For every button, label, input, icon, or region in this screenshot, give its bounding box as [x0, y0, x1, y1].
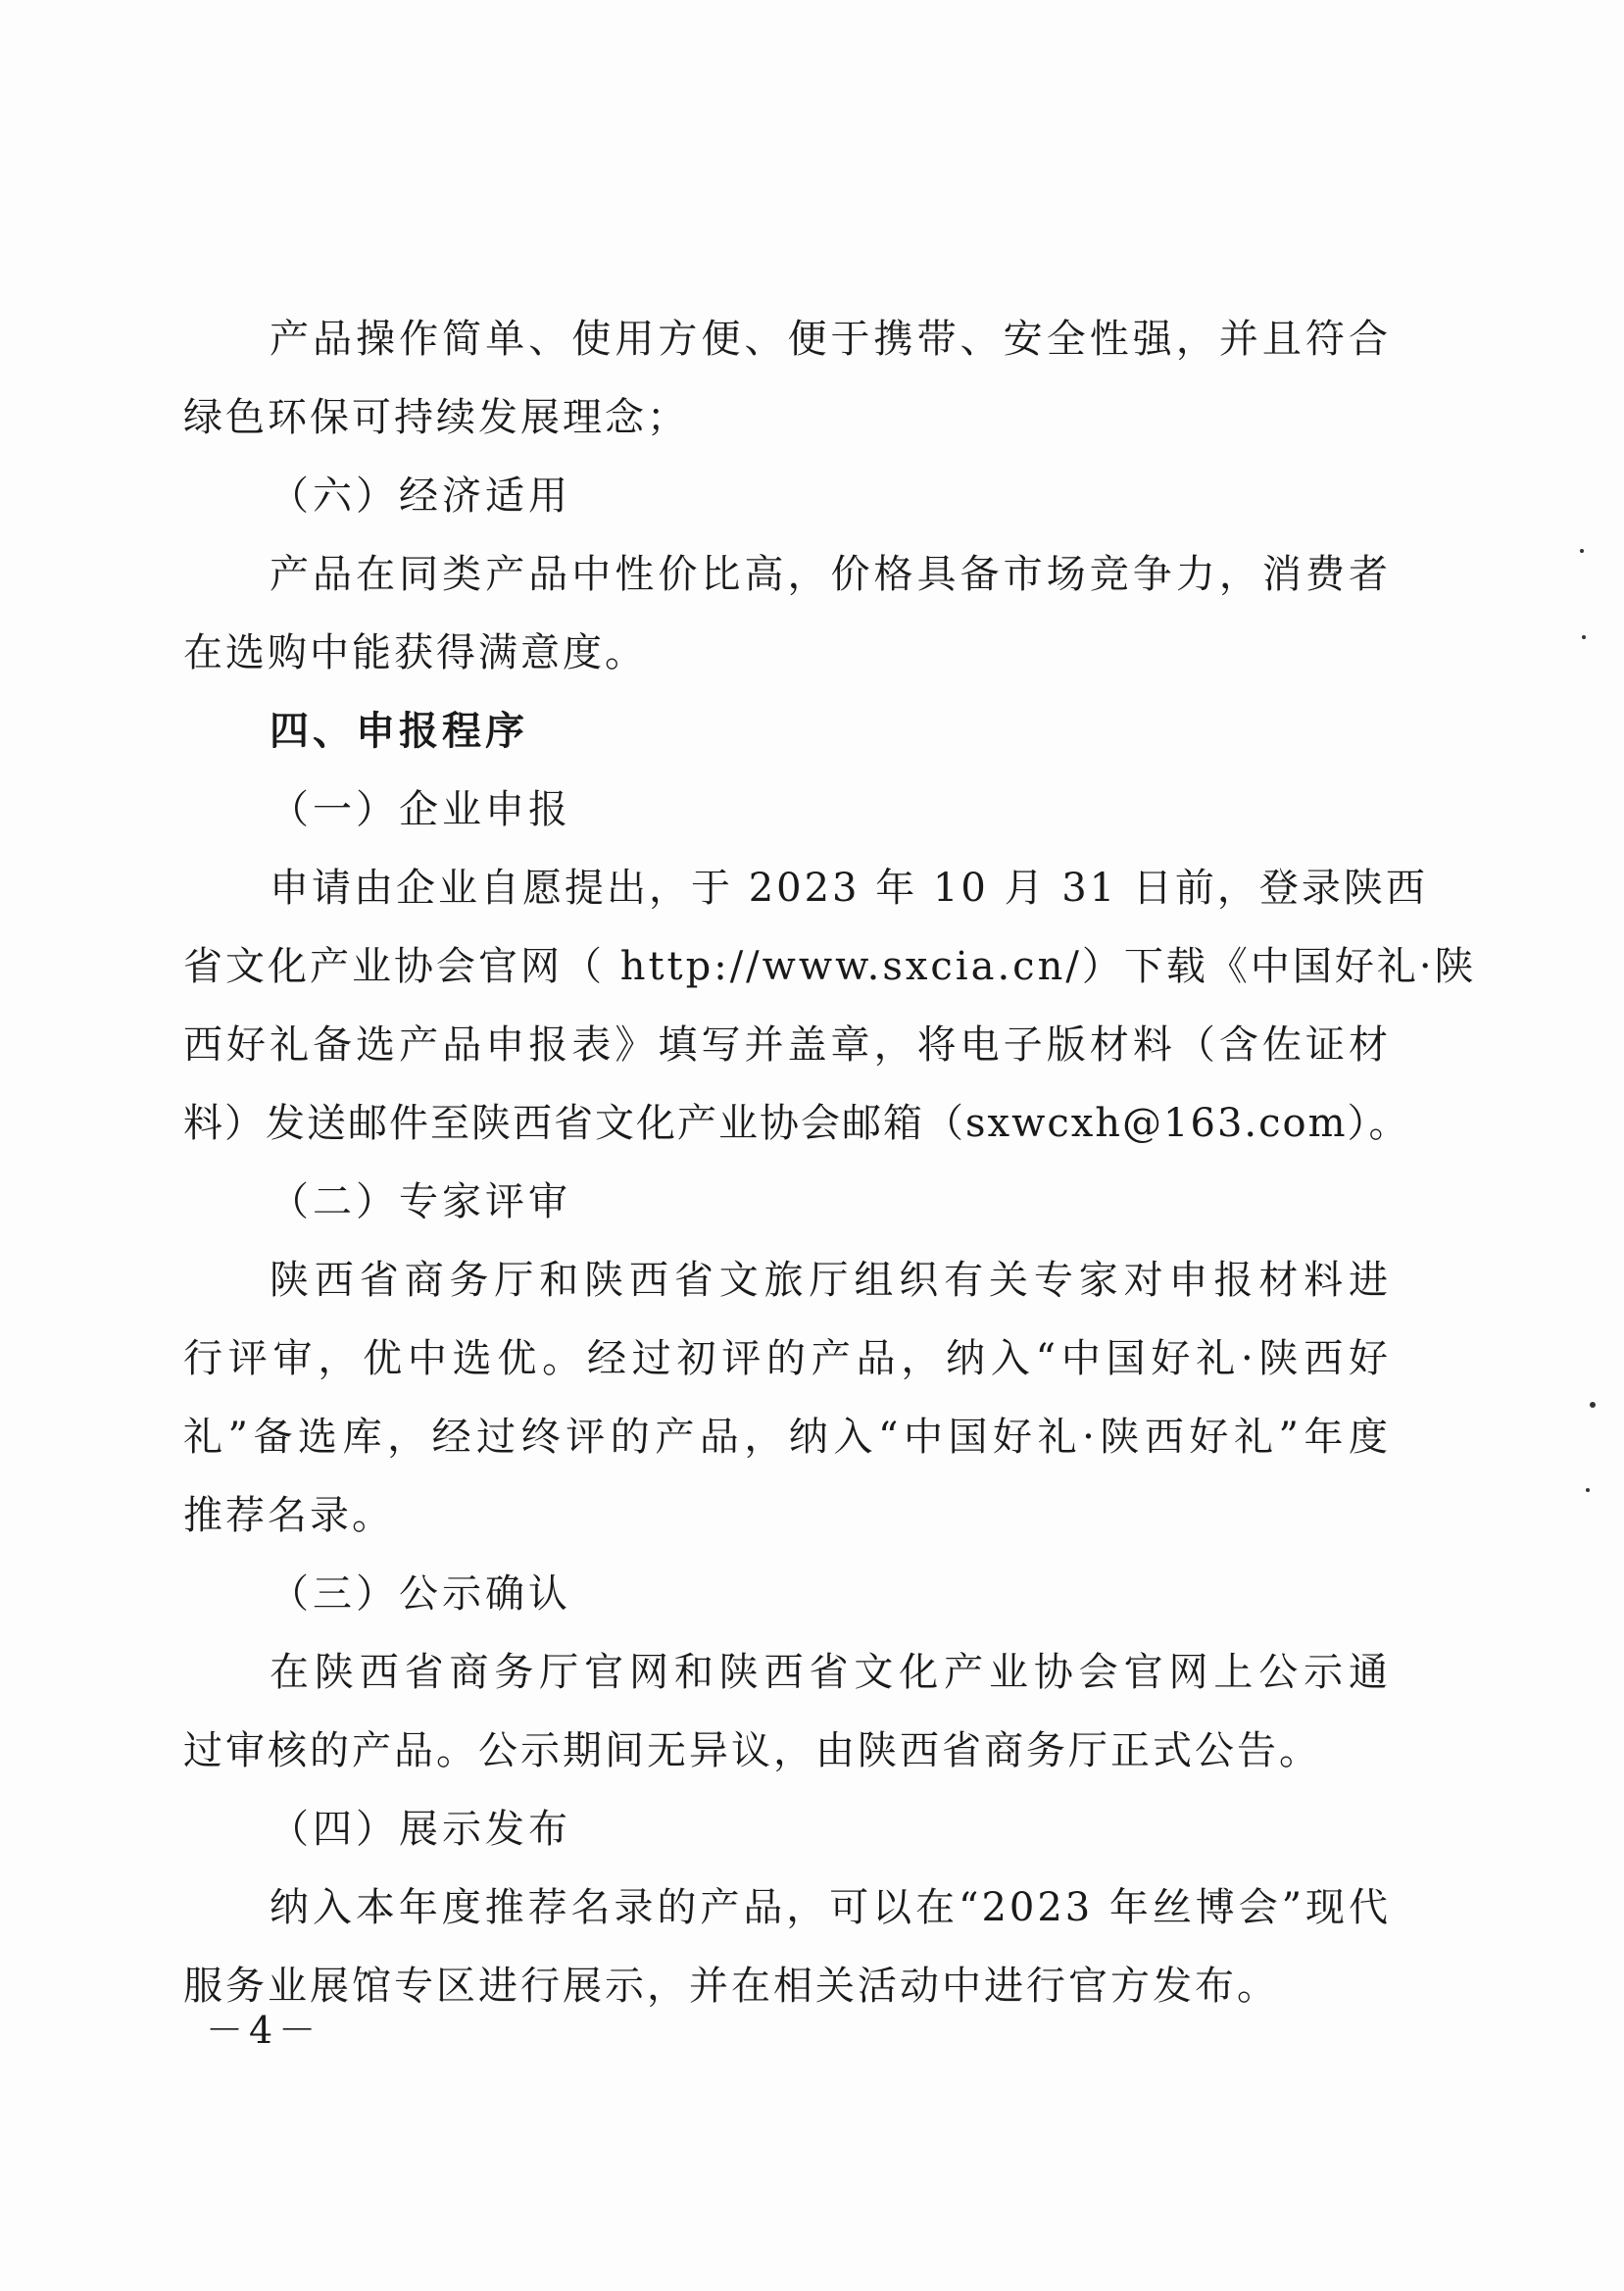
paragraph-line: 推荐名录。 [183, 1493, 394, 1538]
scan-speck [1586, 1488, 1590, 1492]
paragraph-line: 在选购中能获得满意度。 [183, 630, 647, 675]
section-subheading: （一）企业申报 [270, 787, 571, 832]
paragraph-line: 过审核的产品。公示期间无异议，由陕西省商务厅正式公告。 [183, 1728, 1321, 1773]
section-subheading: （三）公示确认 [270, 1571, 571, 1617]
paragraph-line: 行评审，优中选优。经过初评的产品，纳入“中国好礼·陕西好 [183, 1336, 1391, 1381]
section-subheading: （六）经济适用 [270, 473, 571, 519]
paragraph-line: 绿色环保可持续发展理念； [183, 395, 689, 440]
paragraph-line: 礼”备选库，经过终评的产品，纳入“中国好礼·陕西好礼”年度 [183, 1415, 1391, 1460]
paragraph-line: 在陕西省商务厅官网和陕西省文化产业协会官网上公示通 [270, 1650, 1391, 1695]
paragraph-line: 产品在同类产品中性价比高，价格具备市场竞争力，消费者 [270, 552, 1391, 597]
paragraph-line: 申请由企业自愿提出，于 2023 年 10 月 31 日前，登录陕西 [270, 866, 1428, 911]
section-heading: 四、申报程序 [270, 709, 528, 754]
paragraph-line: 产品操作简单、使用方便、便于携带、安全性强，并且符合 [270, 317, 1391, 362]
page-number: －4－ [206, 2009, 322, 2052]
paragraph-line: 西好礼备选产品申报表》填写并盖章，将电子版材料（含佐证材 [183, 1022, 1391, 1068]
paragraph-line: 省文化产业协会官网（ http://www.sxcia.cn/）下载《中国好礼·陕 [183, 944, 1477, 989]
paragraph-line: 服务业展馆专区进行展示，并在相关活动中进行官方发布。 [183, 1964, 1279, 2009]
scan-speck [1580, 549, 1584, 553]
paragraph-line: 纳入本年度推荐名录的产品，可以在“2023 年丝博会”现代 [270, 1885, 1391, 1930]
paragraph-line: 陕西省商务厅和陕西省文旅厅组织有关专家对申报材料进 [270, 1258, 1391, 1303]
scan-speck [1590, 1402, 1596, 1408]
paragraph-line: 料）发送邮件至陕西省文化产业协会邮箱（sxwcxh@163.com）。 [183, 1101, 1410, 1146]
section-subheading: （二）专家评审 [270, 1179, 571, 1224]
section-subheading: （四）展示发布 [270, 1807, 571, 1852]
scan-speck [1582, 635, 1586, 639]
